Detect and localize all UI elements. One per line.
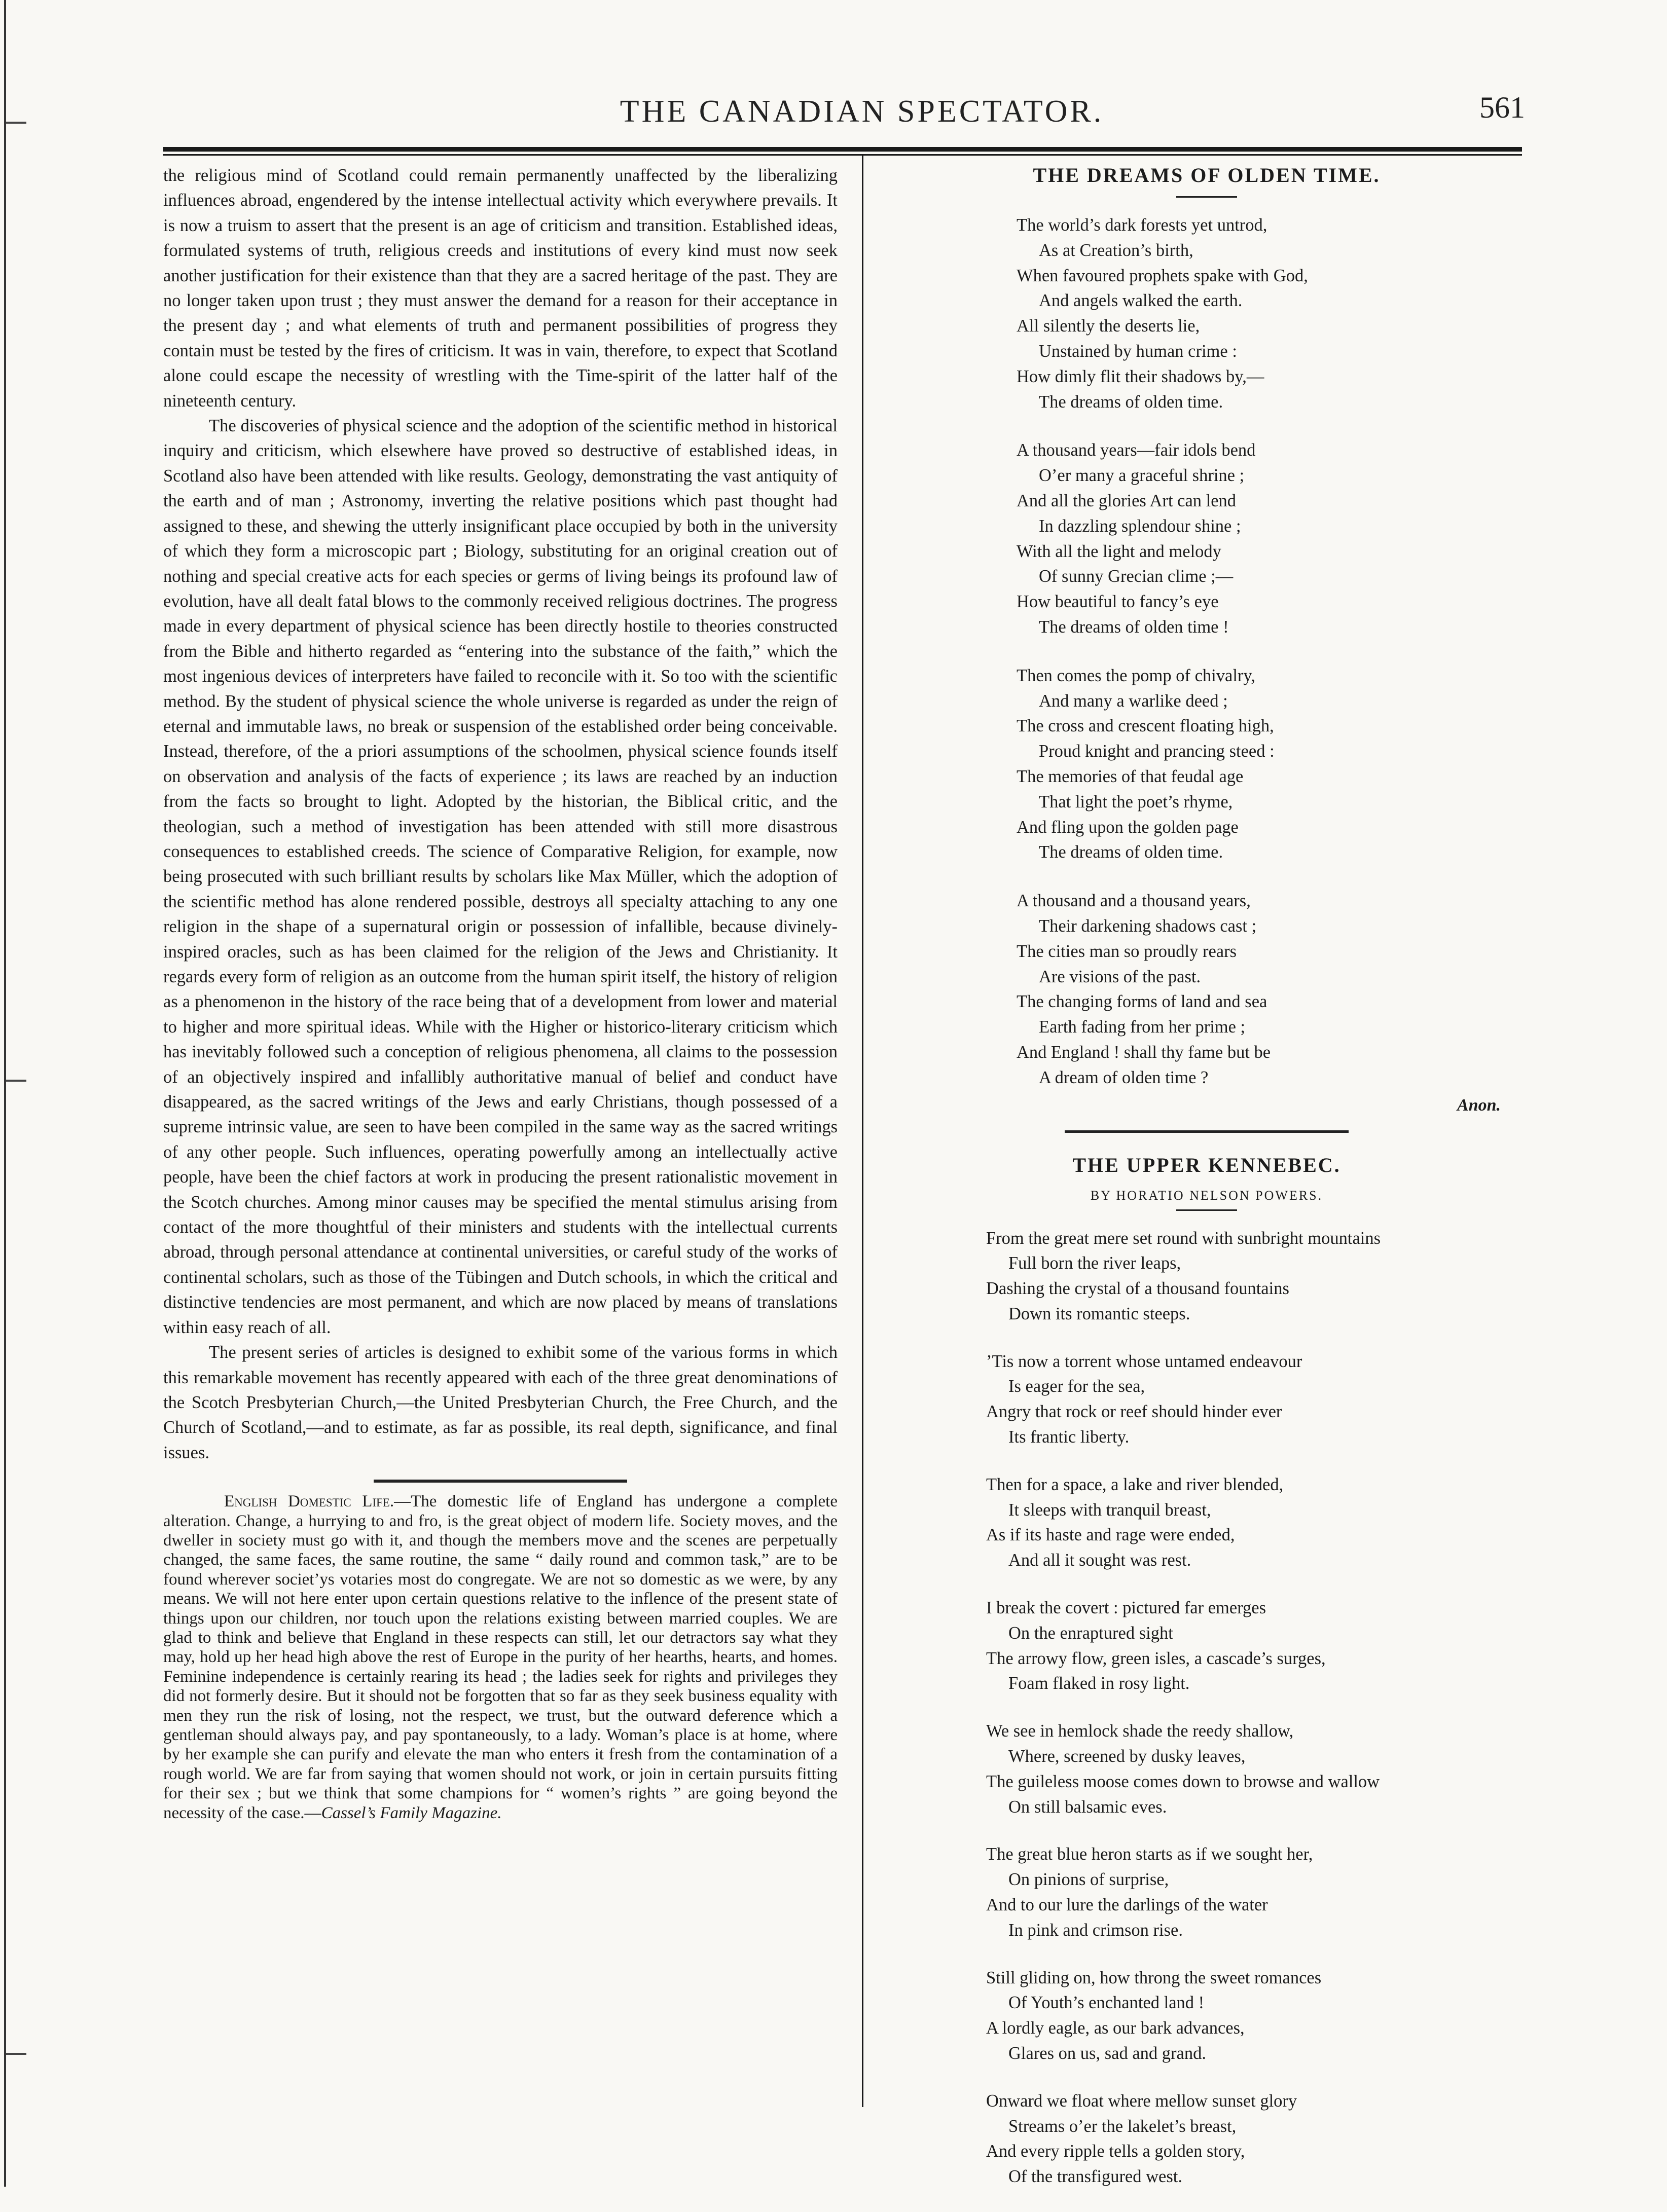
poem-byline: BY HORATIO NELSON POWERS. — [1090, 1188, 1323, 1203]
poem-line: And to our lure the darlings of the water — [986, 1895, 1268, 1915]
domestic-life-body: —The domestic life of England has undergone a complete alteration. Change, a hurrying to and fro, is the great object of modern life. Society moves, and the dweller in society must go with it, and though the members move and the scenes are perpetually changed, the same faces, the same routine, the same “ daily round and common task,” are to be found wherever societ’ys votaries most do congregate. We are not so domestic as we were, by any means. We will not here enter upon certain questions relative to the inflence of the present state of things upon our children, nor touch upon the relations existing between married couples. We are glad to think and believe that England in these respects can still, let our detractors say what they may, hold up her head high above the rest of Europe in the purity of her hearths, hearts, and homes. Feminine independence is certainly rearing its head ; the ladies seek for rights and privileges they did not formerly desire. But it should not be forgotten that so far as they seek business equality with men they run the risk of losing, not the respect, we trust, but the outward deference which a gentleman should always pay, and pay spontaneously, to a lady. Woman’s place is at home, where by her example she can purify and elevate the man who enters it fresh from the contamination of a rough world. We are far from saying that women should not work, or join in certain pursuits fitting for their sex ; but we think that some champions for “ women’s rights ” are going beyond the necessity of the case.— — [163, 1492, 838, 1822]
poem-line: Still gliding on, how throng the sweet romances — [986, 1968, 1322, 1987]
edge-mark — [6, 122, 26, 124]
poem-line: Streams o’er the lakelet’s breast, — [1008, 2116, 1237, 2136]
poem-stanzas — [892, 213, 1521, 1091]
poem-line: ’Tis now a torrent whose untamed endeavour — [986, 1351, 1302, 1371]
poem-line: On the enraptured sight — [1008, 1623, 1173, 1643]
poem-line: With all the light and melody — [1017, 541, 1221, 561]
poem-line: How beautiful to fancy’s eye — [1017, 592, 1219, 612]
poem-line: The cross and crescent floating high, — [1017, 716, 1274, 736]
poem-dreams-of-olden-time — [892, 163, 1521, 1115]
poem-line: The dreams of olden time ! — [1039, 617, 1229, 637]
poem-author: Anon. — [1457, 1095, 1501, 1115]
poem-line: And many a warlike deed ; — [1039, 691, 1228, 711]
poem-line: Full born the river leaps, — [1008, 1254, 1181, 1273]
edge-mark — [6, 2053, 26, 2055]
stanza — [986, 1596, 1521, 1697]
poem-line: The dreams of olden time. — [1039, 842, 1223, 862]
stanza — [1017, 663, 1521, 865]
article-paragraph: the religious mind of Scotland could remain permanently unaffected by the liberalizing influences abroad, engendered by the intense intellectual activity which everywhere prevails. It is now a truism to assert that the present is an age of criticism and transition. Established ideas, formulated systems of truth, religious creeds and institutions of every kind must now seek another justification for their existence than that they are a sacred heritage of the past. They are no longer taken upon trust ; they must answer the demand for a reason for their acceptance in the present day ; and what elements of truth and permanent possibilities of progress they contain must be tested by the fires of criticism. It was in vain, therefore, to expect that Scotland alone could escape the necessity of wrestling with the Time-spirit of the latter half of the nineteenth century. — [163, 166, 838, 411]
stanza — [1017, 213, 1521, 415]
title-rule — [1176, 1209, 1237, 1211]
stanza — [986, 1966, 1521, 2067]
poem-line: Its frantic liberty. — [1008, 1427, 1130, 1447]
stanza — [986, 1226, 1521, 1327]
page-edge-line — [4, 0, 6, 2187]
header-rule-thin — [163, 154, 1522, 156]
poem-line: O’er many a graceful shrine ; — [1039, 466, 1245, 486]
poem-line: When favoured prophets spake with God, — [1017, 266, 1308, 285]
header-rule — [163, 147, 1522, 152]
poem-title: THE DREAMS OF OLDEN TIME. — [1033, 164, 1381, 187]
poem-line: The world’s dark forests yet untrod, — [1017, 215, 1267, 235]
poem-line: In dazzling splendour shine ; — [1039, 516, 1241, 536]
poem-line: And all the glories Art can lend — [1017, 491, 1237, 510]
stanza — [986, 1842, 1521, 1943]
page-number: 561 — [1479, 91, 1525, 124]
section-divider — [374, 1480, 627, 1483]
poem-line: In pink and crimson rise. — [1008, 1920, 1183, 1940]
poem-line: Onward we float where mellow sunset glory — [986, 2091, 1297, 2111]
poem-line: The memories of that feudal age — [1017, 766, 1244, 786]
poem-line: The guileless moose comes down to browse and wallow — [986, 1772, 1380, 1791]
poem-line: The dreams of olden time. — [1039, 392, 1223, 412]
poem-line: Foam flaked in rosy light. — [1008, 1674, 1190, 1693]
poem-line: And angels walked the earth. — [1039, 291, 1243, 311]
stanza — [986, 2089, 1521, 2190]
stanza — [986, 1719, 1521, 1820]
poem-line: Earth fading from her prime ; — [1039, 1017, 1246, 1037]
poem-line: The arrowy flow, green isles, a cascade’s surges, — [986, 1648, 1326, 1668]
poem-line: Where, screened by dusky leaves, — [1008, 1747, 1246, 1766]
poem-line: Then comes the pomp of chivalry, — [1017, 666, 1256, 685]
poem-stanzas — [892, 1226, 1521, 2190]
poem-line: And every ripple tells a golden story, — [986, 2142, 1245, 2161]
poem-line: And fling upon the golden page — [1017, 817, 1239, 837]
poem-line: A lordly eagle, as our bark advances, — [986, 2018, 1245, 2038]
stanza — [1017, 889, 1521, 1090]
poem-line: Their darkening shadows cast ; — [1039, 916, 1257, 936]
poem-line: Dashing the crystal of a thousand fountains — [986, 1279, 1289, 1299]
poem-line: On pinions of surprise, — [1008, 1870, 1169, 1890]
edge-mark — [6, 1080, 26, 1082]
domestic-life-article — [163, 1492, 838, 1823]
stanza — [986, 1472, 1521, 1573]
poem-upper-kennebec — [892, 1153, 1521, 2190]
stanza — [1017, 438, 1521, 640]
poem-line: The cities man so proudly rears — [1017, 941, 1237, 961]
poem-line: Of sunny Grecian clime ;— — [1039, 567, 1234, 586]
article-paragraph: The discoveries of physical science and the adoption of the scientific method in historical inquiry and criticism, which elsewhere have proved so destructive of established ideas, in Scotland also have been attended with like results. Geology, demonstrating the vast antiquity of the earth and of man ; Astronomy, inverting the relative positions which past thought had assigned to these, and shewing the utterly insignificant place occupied by both in the university of which they form a microscopic part ; Biology, substituting for an original creation out of nothing and special creative acts for each species or germs of living beings its profound law of evolution, have all dealt fatal blows to the commonly received religious doctrines. The progress made in every department of physical science has been directly hostile to theories constructed from the Bible and hitherto regarded as “entering into the substance of the faith,” which the most ingenious devices of interpreters have failed to reconcile with it. So too with the scientific method. By the student of physical science the whole universe is regarded as under the reign of eternal and immutable laws, no break or suspension of the established order being conceivable. Instead, therefore, of the a priori assumptions of the schoolmen, physical science founds itself on observation and analysis of the facts of experience ; its laws are reached by an induction from the facts so brought to light. Adopted by the historian, the Biblical critic, and the theologian, such a method of investigation has been attended with still more disastrous consequences to established creeds. The science of Comparative Religion, for example, now being prosecuted with such brilliant results by scholars like Max Müller, which the adoption of the scientific method has alone rendered possible, destroys all specialty attaching to any one religion in the shape of a supernatural origin or possession of infallible, because divinely-inspired oracles, such as has been claimed for the religion of the Jews and Christianity. It regards every form of religion as an outcome from the human spirit itself, the history of religion as a phenomenon in the history of the race being that of a development from lower and material to higher and more spiritual ideas. While with the Higher or historico-literary criticism which has inevitably followed such a conception of religious phenomena, all claims to the possession of an objectively inspired and infallibly authoritative manual of belief and conduct have disappeared, as the sacred writings of the Jews and early Christians, though possessed of a supreme intrinsic value, are seen to have been compiled in the same way as the sacred writings of any other people. Such influences, operating powerfully among an intellectually active people, have been the chief factors at work in producing the present rationalistic movement in the Scotch churches. Among minor causes may be specified the mental stimulus arising from contact of the more thoughtful of their ministers and students with the intellectual currents abroad, through personal attendance at continental universities, or careful study of the works of continental scholars, such as those of the Tübingen and Dutch schools, in which the critical and distinctive tendencies are most permanent, and which are now placed by means of translations within easy reach of all. — [163, 416, 838, 1337]
poem-line: Down its romantic steeps. — [1008, 1304, 1190, 1323]
domestic-life-heading: English Domestic Life. — [224, 1492, 394, 1511]
poem-line: Proud knight and prancing steed : — [1039, 742, 1275, 761]
poem-line: As if its haste and rage were ended, — [986, 1525, 1235, 1545]
poem-line: A thousand years—fair idols bend — [1017, 440, 1256, 460]
section-divider — [1065, 1130, 1349, 1133]
poem-line: How dimly flit their shadows by,— — [1017, 366, 1264, 386]
poem-line: From the great mere set round with sunbright mountains — [986, 1228, 1381, 1248]
poem-line: That light the poet’s rhyme, — [1039, 792, 1233, 812]
poem-line: All silently the deserts lie, — [1017, 316, 1200, 336]
page-header-title: THE CANADIAN SPECTATOR. — [620, 94, 1104, 129]
domestic-life-source: Cassel’s Family Magazine. — [321, 1803, 502, 1822]
poem-line: Are visions of the past. — [1039, 967, 1201, 986]
poem-line: Unstained by human crime : — [1039, 341, 1237, 361]
poem-line: And all it sought was rest. — [1008, 1551, 1191, 1570]
title-rule — [1176, 196, 1237, 198]
poem-line: Glares on us, sad and grand. — [1008, 2044, 1206, 2063]
poem-line: The great blue heron starts as if we sought her, — [986, 1845, 1313, 1864]
right-column — [892, 163, 1521, 2212]
poem-line: It sleeps with tranquil breast, — [1008, 1500, 1211, 1520]
poem-line: A thousand and a thousand years, — [1017, 891, 1251, 911]
poem-line: Of Youth’s enchanted land ! — [1008, 1993, 1205, 2013]
stanza — [986, 1349, 1521, 1450]
article-paragraph: The present series of articles is designed to exhibit some of the various forms in which this remarkable movement has recently appeared with each of the three great denominations of the Scotch Presbyterian Church,—the United Presbyterian Church, the Free Church, and the Church of Scotland,—and to estimate, as far as possible, its real depth, significance, and final issues. — [163, 1343, 838, 1462]
poem-line: Is eager for the sea, — [1008, 1377, 1145, 1396]
poem-line: We see in hemlock shade the reedy shallow, — [986, 1721, 1294, 1741]
left-column — [163, 163, 838, 1823]
poem-line: Angry that rock or reef should hinder ever — [986, 1402, 1282, 1422]
column-divider — [862, 156, 863, 2107]
poem-line: I break the covert : pictured far emerges — [986, 1598, 1266, 1618]
poem-title: THE UPPER KENNEBEC. — [1072, 1153, 1341, 1176]
poem-line: The changing forms of land and sea — [1017, 992, 1267, 1012]
poem-line: On still balsamic eves. — [1008, 1797, 1167, 1817]
poem-line: As at Creation’s birth, — [1039, 240, 1193, 260]
poem-line: Of the transfigured west. — [1008, 2167, 1182, 2187]
poem-line: Then for a space, a lake and river blended, — [986, 1474, 1284, 1494]
poem-line: A dream of olden time ? — [1039, 1067, 1209, 1087]
poem-line: And England ! shall thy fame but be — [1017, 1042, 1271, 1062]
